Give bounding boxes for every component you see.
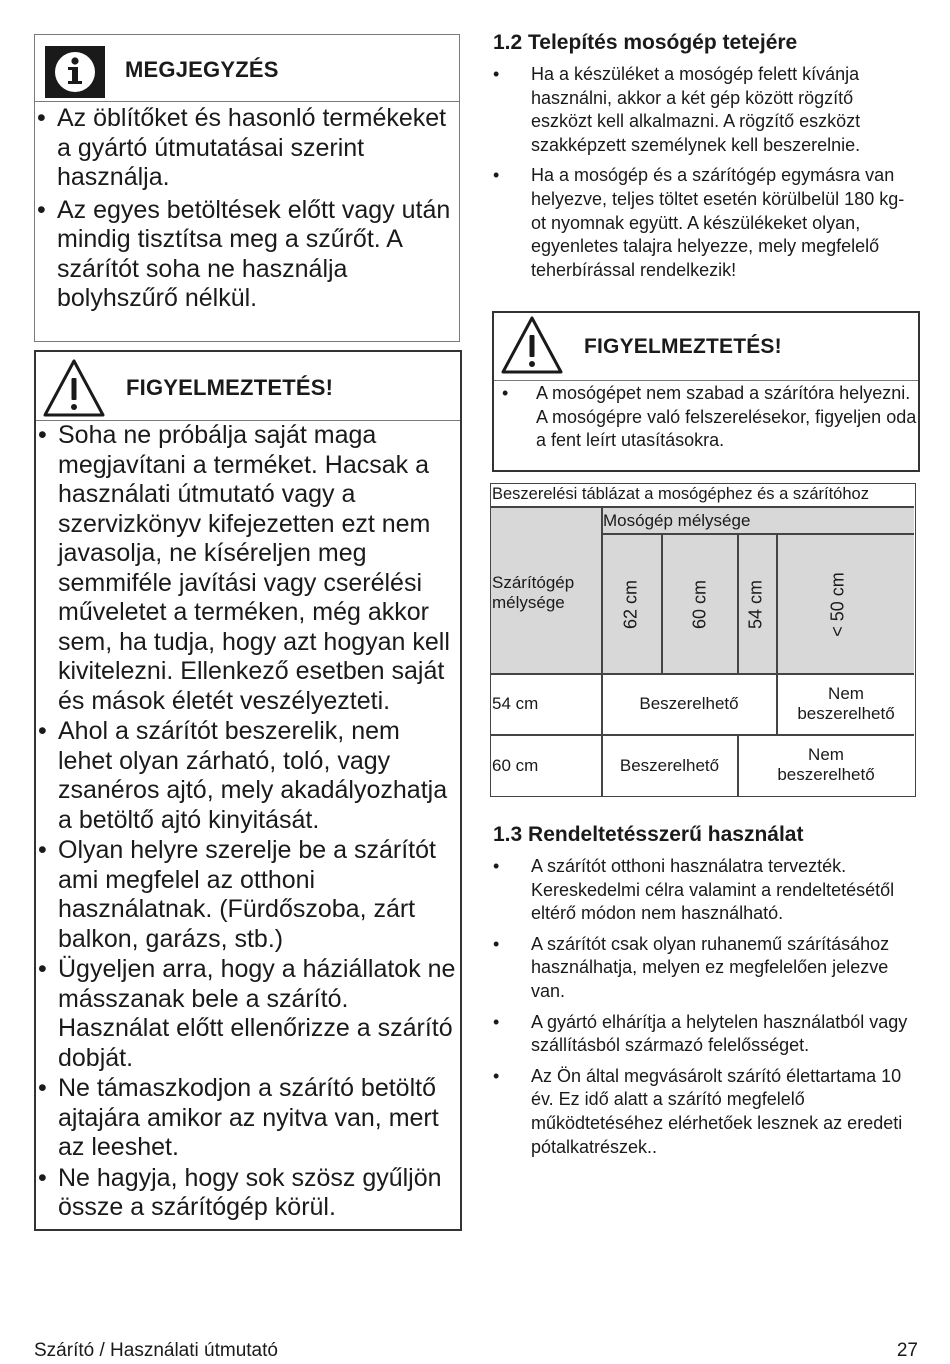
warning-box-2-title: FIGYELMEZTETÉS! bbox=[584, 335, 782, 358]
list-item: • A szárítót csak olyan ruhanemű szárításához használhatja, melyen ez megfelelően jelezve van. bbox=[493, 933, 918, 1004]
washer-depth-lt-50: < 50 cm bbox=[827, 572, 848, 637]
table-caption: Beszerelési táblázat a mosógéphez és a szárítóhoz bbox=[492, 485, 869, 503]
page-number: 27 bbox=[896, 1340, 918, 1361]
warning-box bbox=[34, 350, 462, 1231]
warning-box-title: FIGYELMEZTETÉS! bbox=[126, 375, 334, 400]
row-not-installable: Nem beszerelhető bbox=[777, 745, 875, 784]
washer-depth-54: 54 cm bbox=[745, 579, 766, 630]
table-rule bbox=[491, 673, 914, 675]
table-rule bbox=[737, 734, 739, 796]
warning-icon bbox=[42, 358, 106, 418]
warning-2-list bbox=[494, 381, 918, 453]
row-dryer-depth: 60 cm bbox=[492, 756, 539, 775]
note-list bbox=[35, 102, 459, 314]
table-rule bbox=[776, 533, 778, 735]
footer-title: Szárító / Használati útmutató bbox=[34, 1340, 278, 1361]
row-installable: Beszerelhető bbox=[619, 756, 720, 775]
warning-box-header bbox=[36, 352, 460, 421]
note-box-title: MEGJEGYZÉS bbox=[125, 57, 279, 82]
list-item: • A mosógépet nem szabad a szárítóra helyezni. A mosógépre való felszerelésekor, figyeljen oda a fent leírt utasításokra. bbox=[494, 381, 918, 453]
install-table bbox=[490, 483, 916, 797]
list-item: • Ha a mosógép és a szárítógép egymásra van helyezve, teljes töltet esetén körülbelül 180 kg-ot nyomnak együtt. A készülékeket olyan, egyenletes talajra helyezze, mely megfelelő teherbírással rendelkezik! bbox=[493, 164, 918, 282]
section-heading-1-2: 1.2 Telepítés mosógép tetejére bbox=[493, 31, 798, 54]
table-rule bbox=[737, 533, 739, 674]
note-box bbox=[34, 34, 460, 342]
row-installable: Beszerelhető bbox=[639, 694, 739, 713]
list-item: • A gyártó elhárítja a helytelen használatból vagy szállításból származó felelősséget. bbox=[493, 1011, 918, 1058]
list-item: • Az öblítőket és hasonló termékeket a gyártó útmutatásai szerint használja. bbox=[35, 104, 459, 193]
list-item: • Ügyeljen arra, hogy a háziállatok ne másszanak bele a szárító. Használat előtt ellenőrizze a szárító dobját. bbox=[36, 955, 460, 1073]
warning-icon bbox=[500, 315, 564, 375]
list-item: • Ne hagyja, hogy sok szösz gyűljön össze a szárítógép körül. bbox=[36, 1164, 460, 1223]
section-1-3-list bbox=[493, 855, 918, 1166]
washer-depth-62: 62 cm bbox=[620, 579, 641, 630]
list-item: • Az egyes betöltések előtt vagy után mindig tisztítsa meg a szűrőt. A szárítót soha ne használja bolyhszűrő nélkül. bbox=[35, 196, 459, 314]
washer-depth-label: Mosógép mélysége bbox=[603, 511, 751, 530]
list-item: • Soha ne próbálja saját maga megjavítani a terméket. Hacsak a használati útmutató vagy a szervizkönyv kifejezetten ezt nem javasolja, ne kíséreljen meg semmiféle javítási vagy cserélési műveletet a terméken, még akkor sem, ha tudja, hogy azt hogyan kell kivitelezni. Ellenkező esetben saját és mások életét veszélyezteti. bbox=[36, 421, 460, 716]
list-item: • Ha a készüléket a mosógép felett kívánja használni, akkor a két gép között rögzítő eszközt kell alkalmazni. A rögzítő eszközt szakképzett személynek kell beszerelnie. bbox=[493, 63, 918, 157]
row-dryer-depth: 54 cm bbox=[492, 694, 539, 713]
list-item: • Ahol a szárítót beszerelik, nem lehet olyan zárható, toló, vagy zsanéros ajtó, mely akadályozhatja a betöltő ajtó kinyitását. bbox=[36, 717, 460, 835]
list-item: • Az Ön által megvásárolt szárító élettartama 10 év. Ez idő alatt a szárító megfelelő működtetéséhez elérhetőek lesznek az eredeti pótalkatrészek.. bbox=[493, 1065, 918, 1159]
list-item: • A szárítót otthoni használatra tervezték. Kereskedelmi célra valamint a rendeltetésétől eltérő módon nem használható. bbox=[493, 855, 918, 926]
table-rule bbox=[491, 734, 914, 736]
table-rule bbox=[601, 507, 603, 796]
section-1-2-list bbox=[493, 63, 918, 289]
dryer-depth-label: Szárítógép mélysége bbox=[492, 573, 575, 612]
warning-box-2-header bbox=[494, 313, 918, 381]
table-rule bbox=[601, 533, 914, 535]
list-item: • Ne támaszkodjon a szárító betöltő ajtajára amikor az nyitva van, mert az leeshet. bbox=[36, 1074, 460, 1163]
note-box-header bbox=[35, 35, 459, 102]
warning-list bbox=[36, 421, 460, 1223]
washer-depth-60: 60 cm bbox=[689, 579, 710, 630]
warning-box-2 bbox=[492, 311, 920, 472]
info-icon bbox=[45, 46, 105, 98]
table-rule bbox=[661, 533, 663, 674]
list-item: • Olyan helyre szerelje be a szárítót ami megfelel az otthoni használatnak. (Fürdőszoba, zárt balkon, garázs, stb.) bbox=[36, 836, 460, 954]
row-not-installable: Nem beszerelhető bbox=[797, 684, 895, 723]
section-heading-1-3: 1.3 Rendeltetésszerű használat bbox=[493, 823, 804, 846]
